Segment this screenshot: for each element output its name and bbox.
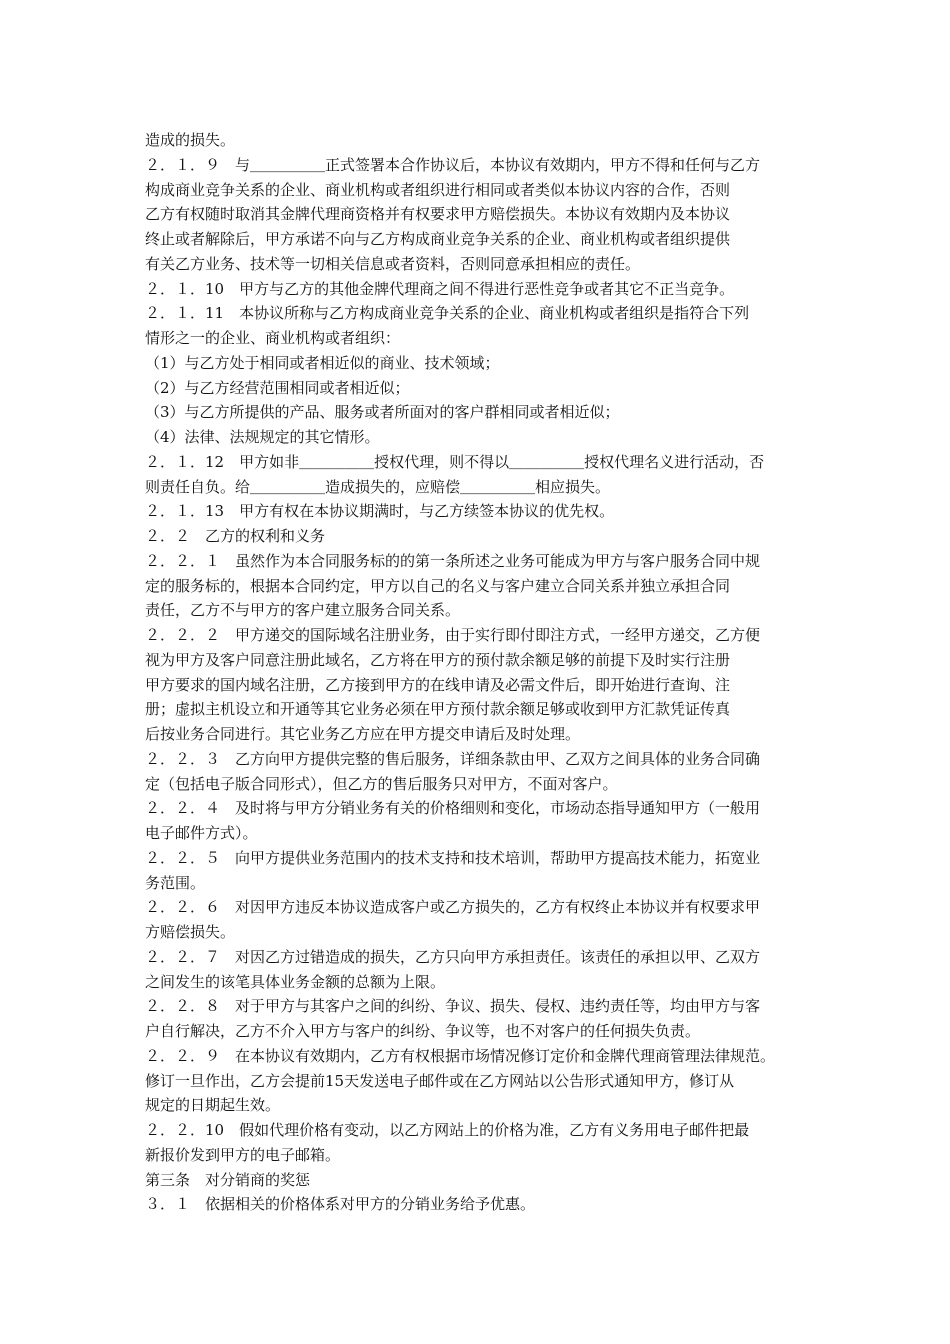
text-line: 情形之一的企业、商业机构或者组织： <box>145 329 401 347</box>
clause-2-1-13: ２．１．13 甲方有权在本协议期满时，与乙方续签本协议的优先权。 <box>145 502 615 521</box>
list-item: （2）与乙方经营范围相同或者相近似； <box>145 378 410 397</box>
text-line: 乙方有权随时取消其金牌代理商资格并有权要求甲方赔偿损失。本协议有效期内及本协议 <box>145 205 731 224</box>
article-3-heading: 第三条 对分销商的奖惩 <box>145 1170 311 1189</box>
clause-2-1-11: ２．１．11 本协议所称与乙方构成商业竞争关系的企业、商业机构或者组织是指符合下列 <box>145 304 750 323</box>
text-line: 户自行解决，乙方不介入甲方与客户的纠纷、争议等，也不对客户的任何损失负责。 <box>145 1022 701 1040</box>
clause-2-2-6: ２．２．６ 对因甲方违反本协议造成客户或乙方损失的，乙方有权终止本协议并有权要求甲 <box>145 898 761 917</box>
clause-2-2-1: ２．２．１ 虽然作为本合同服务标的的第一条所述之业务可能成为甲方与客户服务合同中规 <box>145 551 761 570</box>
text-line: 务范围。 <box>145 873 206 892</box>
list-item: （3）与乙方所提供的产品、服务或者所面对的客户群相同或者相近似； <box>145 403 620 422</box>
text-line: 新报价发到甲方的电子邮箱。 <box>145 1145 341 1164</box>
text-line: 修订一旦作出，乙方会提前15天发送电子邮件或在乙方网站以公告形式通知甲方，修订从 <box>145 1071 735 1090</box>
text-line: 电子邮件方式）。 <box>145 824 258 842</box>
clause-2-1-10: ２．１．10 甲方与乙方的其他金牌代理商之间不得进行恶性竞争或者其它不正当竞争。 <box>145 279 735 298</box>
text-line: 则责任自负。给＿＿＿＿＿造成损失的，应赔偿＿＿＿＿＿相应损失。 <box>145 477 611 496</box>
text-line: 终止或者解除后，甲方承诺不向与乙方构成商业竞争关系的企业、商业机构或者组织提供 <box>145 230 731 248</box>
text-line: 方赔偿损失。 <box>145 923 236 941</box>
text-line: 定（包括电子版合同形式），但乙方的售后服务只对甲方，不面对客户。 <box>145 774 618 793</box>
document-page <box>145 128 825 1217</box>
clause-2-1-9: ２．１．９ 与＿＿＿＿＿正式签署本合作协议后，本协议有效期内，甲方不得和任何与乙方 <box>145 155 761 174</box>
text-line: 规定的日期起生效。 <box>145 1096 281 1115</box>
text-line: 视为甲方及客户同意注册此域名，乙方将在甲方的预付款余额足够的前提下及时实行注册 <box>145 650 731 669</box>
clause-2-2-10: ２．２．10 假如代理价格有变动，以乙方网站上的价格为准，乙方有义务用电子邮件把最 <box>145 1121 750 1139</box>
text-line: 册；虚拟主机设立和开通等其它业务必须在甲方预付款余额足够或收到甲方汇款凭证传真 <box>145 700 731 719</box>
text-line: 造成的损失。 <box>145 131 236 149</box>
text-line: 之间发生的该笔具体业务金额的总额为上限。 <box>145 972 446 991</box>
clause-2-2-3: ２．２．３ 乙方向甲方提供完整的售后服务，详细条款由甲、乙双方之间具体的业务合同确 <box>145 749 761 768</box>
section-heading-2-2: ２．２ 乙方的权利和义务 <box>145 527 326 545</box>
text-line: 定的服务标的，根据本合同约定，甲方以自己的名义与客户建立合同关系并独立承担合同 <box>145 576 731 595</box>
text-line: 有关乙方业务、技术等一切相关信息或者资料，否则同意承担相应的责任。 <box>145 254 641 273</box>
clause-3-1: ３．１ 依据相关的价格体系对甲方的分销业务给予优惠。 <box>145 1195 536 1214</box>
clause-2-2-5: ２．２．５ 向甲方提供业务范围内的技术支持和技术培训，帮助甲方提高技术能力，拓宽业 <box>145 848 761 867</box>
list-item: （1）与乙方处于相同或者相近似的商业、技术领域； <box>145 353 500 372</box>
list-item: （4）法律、法规规定的其它情形。 <box>145 428 380 446</box>
text-line: 构成商业竞争关系的企业、商业机构或者组织进行相同或者类似本协议内容的合作，否则 <box>145 180 731 199</box>
clause-2-2-7: ２．２．７ 对因乙方过错造成的损失，乙方只向甲方承担责任。该责任的承担以甲、乙双方 <box>145 947 761 966</box>
text-line: 后按业务合同进行。其它业务乙方应在甲方提交申请后及时处理。 <box>145 725 581 743</box>
text-line: 责任，乙方不与甲方的客户建立服务合同关系。 <box>145 601 461 620</box>
clause-2-1-12: ２．１．12 甲方如非＿＿＿＿＿授权代理，则不得以＿＿＿＿＿授权代理名义进行活动，否 <box>145 452 765 471</box>
clause-2-2-2: ２．２．２ 甲方递交的国际域名注册业务，由于实行即付即注方式，一经甲方递交，乙方便 <box>145 626 761 644</box>
text-line: 甲方要求的国内域名注册，乙方接到甲方的在线申请及必需文件后，即开始进行查询、注 <box>145 675 731 694</box>
clause-2-2-8: ２．２．８ 对于甲方与其客户之间的纠纷、争议、损失、侵权、违约责任等，均由甲方与客 <box>145 997 761 1016</box>
clause-2-2-9: ２．２．９ 在本协议有效期内，乙方有权根据市场情况修订定价和金牌代理商管理法律规范。 <box>145 1046 776 1065</box>
clause-2-2-4: ２．２．４ 及时将与甲方分销业务有关的价格细则和变化，市场动态指导通知甲方（一般用 <box>145 799 761 818</box>
